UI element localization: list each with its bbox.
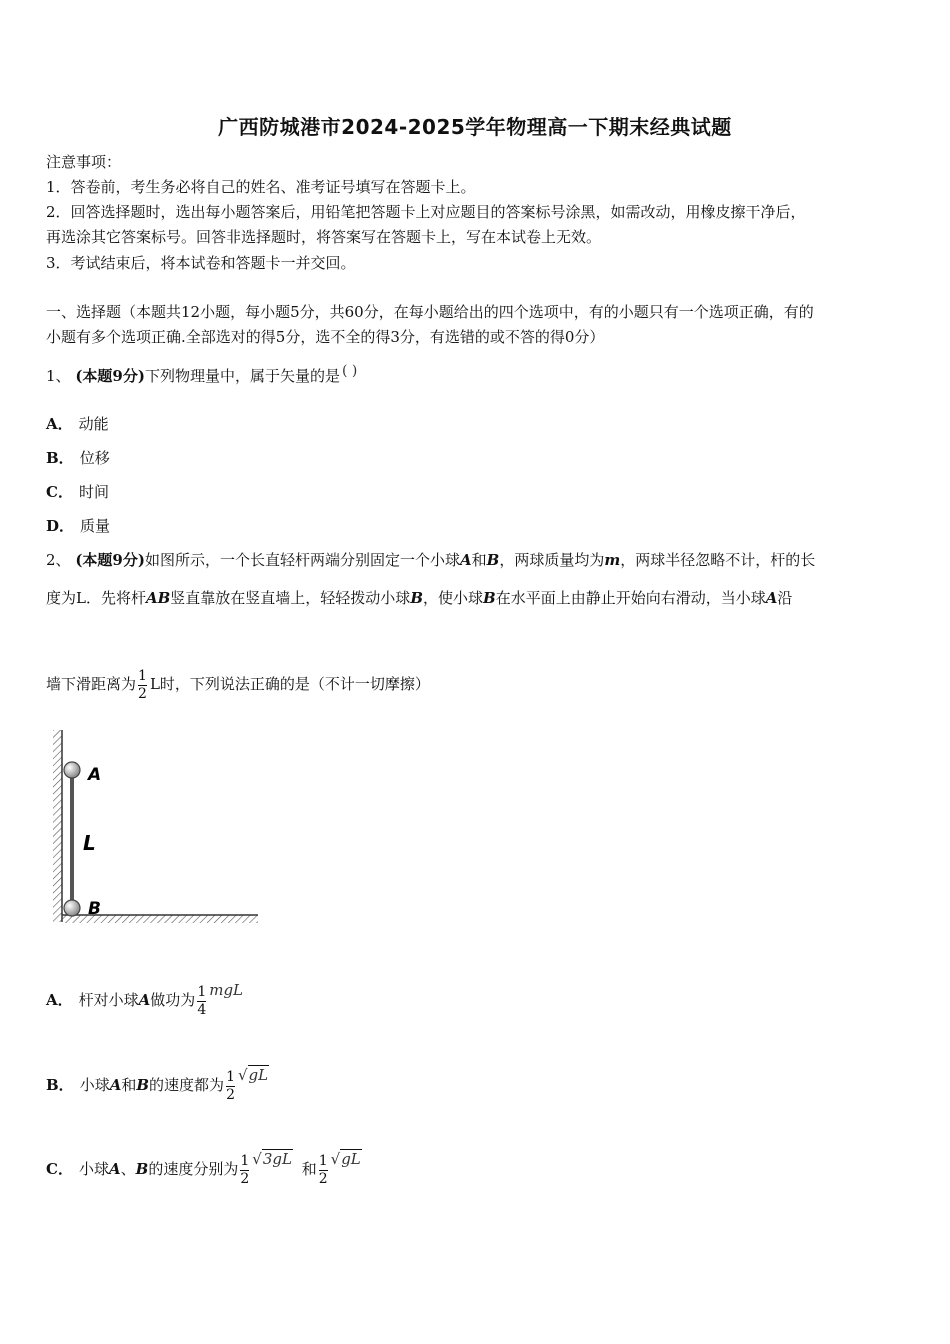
square-root: √gL <box>237 1066 269 1084</box>
fraction: $\frac{1}{2}$ <box>240 1152 250 1187</box>
question-text: 和 <box>471 551 487 569</box>
option-text: 的速度分别为 <box>148 1160 239 1178</box>
fraction: $\frac{1}{2}$ <box>138 667 147 702</box>
math-expression: mgL <box>209 981 244 999</box>
notice-item: 2．回答选择题时，选出每小题答案后，用铅笔把答题卡上对应题目的答案标号涂黑，如需改动，用橡皮擦干净后， <box>46 203 806 221</box>
notice-item: 1．答卷前，考生务必将自己的姓名、准考证号填写在答题卡上。 <box>46 178 476 196</box>
length-label: L <box>83 831 96 855</box>
option-text: 的速度都为 <box>149 1076 225 1094</box>
fraction: $\frac{1}{2}$ <box>226 1068 235 1103</box>
question-text: 沿 <box>777 589 793 607</box>
section-intro: 一、选择题（本题共12小题，每小题5分，共60分，在每小题给出的四个选项中，有的小题只有一个选项正确，有的 <box>46 303 814 321</box>
page-title: 广西防城港市2024-2025学年物理高一下期末经典试题 <box>218 115 732 139</box>
option-text: 小球 <box>78 1160 109 1178</box>
option-letter: D． <box>46 517 75 535</box>
question-2-stem-line1 <box>46 550 815 570</box>
ball-b-label: B <box>88 899 101 919</box>
option-letter: C． <box>46 483 73 501</box>
question-score: (本题9分) <box>75 367 145 385</box>
mass-symbol: m <box>604 551 621 569</box>
option-text: 杆对小球 <box>78 991 139 1009</box>
fraction: $\frac{1}{4}$ <box>197 983 207 1018</box>
option-text: 时间 <box>78 483 109 501</box>
option-letter: C． <box>46 1160 73 1178</box>
option-text: 位移 <box>79 449 110 467</box>
option-letter: B． <box>46 449 74 467</box>
question-1-stem <box>46 363 358 387</box>
rod-label: AB <box>145 589 171 607</box>
option-text: 小球 <box>79 1076 110 1094</box>
question-text: ，两球质量均为 <box>499 551 605 569</box>
ball-a-label: A <box>459 551 472 569</box>
question-number: 1、 <box>46 367 71 385</box>
question-number: 2、 <box>46 551 71 569</box>
rod <box>70 770 74 908</box>
ball-b <box>64 900 80 916</box>
option-letter: A． <box>46 991 73 1009</box>
ball-b-label: B <box>483 589 496 607</box>
ball-b-label: B <box>486 551 500 569</box>
question-2-stem-line2 <box>46 588 792 608</box>
question-text: L时，下列说法正确的是（不计一切摩擦） <box>149 675 430 693</box>
square-root: √gL <box>330 1150 361 1168</box>
question-text: 在水平面上由静止开始向右滑动，当小球 <box>495 589 766 607</box>
option-letter: A． <box>46 415 73 433</box>
question-text: 如图所示，一个长直轻杆两端分别固定一个小球 <box>144 551 460 569</box>
ball-b-label: B <box>410 589 423 607</box>
question-text: ，使小球 <box>423 589 484 607</box>
question-score: (本题9分) <box>75 551 145 569</box>
notice-item: 再选涂其它答案标号。回答非选择题时，将答案写在答题卡上，写在本试卷上无效。 <box>46 228 602 246</box>
answer-blank: ( ) <box>341 363 358 379</box>
ball-b-label: B <box>135 1160 149 1178</box>
option-letter: B． <box>46 1076 74 1094</box>
ball-a-label: A <box>108 1160 121 1178</box>
notice-item: 3．考试结束后，将本试卷和答题卡一并交回。 <box>46 254 356 272</box>
option-text: 和 <box>301 1160 317 1178</box>
question-text: 度为L．先将杆 <box>46 589 146 607</box>
fraction: $\frac{1}{2}$ <box>318 1152 328 1187</box>
square-root: √3gL <box>252 1150 292 1168</box>
q2-option-b <box>46 1050 269 1120</box>
option-text: 、 <box>120 1160 136 1178</box>
q1-option-b <box>46 448 110 468</box>
q1-option-d <box>46 516 110 536</box>
option-text: 做功为 <box>150 991 196 1009</box>
q1-option-a <box>46 414 109 434</box>
question-text: 竖直靠放在竖直墙上，轻轻拨动小球 <box>170 589 411 607</box>
question-text: ，两球半径忽略不计，杆的长 <box>620 551 816 569</box>
q2-option-a <box>46 965 243 1035</box>
wall-hatch <box>53 730 62 922</box>
rod-wall-figure <box>48 728 262 930</box>
ball-a-label: A <box>765 589 778 607</box>
q1-option-c <box>46 482 109 502</box>
ball-a-label: A <box>88 765 102 785</box>
ball-a-label: A <box>109 1076 122 1094</box>
option-text: 动能 <box>78 415 109 433</box>
question-text: 墙下滑距离为 <box>46 675 137 693</box>
ball-a <box>64 762 80 778</box>
option-text: 质量 <box>80 517 111 535</box>
q2-option-c <box>46 1134 362 1204</box>
question-2-stem-line3 <box>46 656 430 712</box>
section-intro: 小题有多个选项正确.全部选对的得5分，选不全的得3分，有选错的或不答的得0分） <box>46 328 605 346</box>
notice-heading: 注意事项： <box>46 153 122 171</box>
option-text: 和 <box>121 1076 137 1094</box>
ball-a-label: A <box>138 991 151 1009</box>
question-text: 下列物理量中，属于矢量的是 <box>144 367 340 385</box>
ball-b-label: B <box>136 1076 150 1094</box>
